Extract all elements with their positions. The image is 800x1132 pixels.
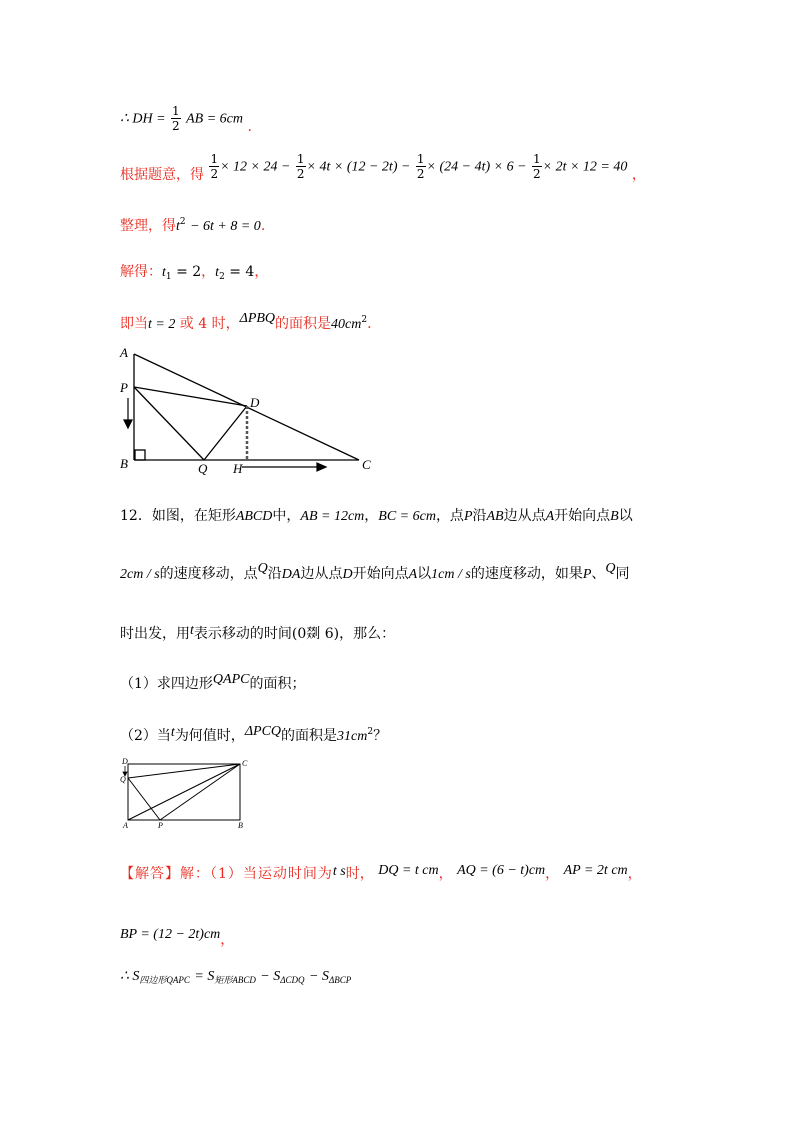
segment-qd <box>204 406 247 460</box>
right-angle-mark <box>135 450 145 460</box>
label-Q: Q <box>120 775 126 784</box>
label-A: A <box>120 345 128 360</box>
p12-bc-length: BC = 6cm <box>378 509 436 524</box>
triangle-figure <box>112 340 382 480</box>
setup-term-2: × 4t × (12 − 2t) − <box>306 159 411 175</box>
p12-l3-b: 表示移动的时间 <box>193 626 292 642</box>
p12-l1-e: 沿 <box>472 508 487 524</box>
question-1 <box>120 674 305 695</box>
q2-mid: 为何值时， <box>174 728 245 744</box>
label-P: P <box>158 821 163 830</box>
p12-l2-a: 的速度移动，点 <box>159 566 258 582</box>
setup-term-4: × 2t × 12 = 40 <box>542 159 628 175</box>
setup-fraction-1 <box>209 152 219 181</box>
area-sub-quad: 四边形QAPC <box>139 975 190 985</box>
solve-end: ， <box>254 264 269 280</box>
frac-denominator: 2 <box>296 167 305 181</box>
conclusion-area-text: 的面积是 <box>275 316 332 332</box>
answer-when: 时， <box>345 866 374 882</box>
segment-pq <box>134 387 204 460</box>
p12-l2-c: 边从点 <box>300 566 343 582</box>
frac-numerator: 1 <box>172 104 180 118</box>
p12-l1-g: 开始向点 <box>554 508 611 524</box>
q2-end: ？ <box>373 728 388 744</box>
answer-sep-3: ， <box>627 866 642 882</box>
p12-side-da: DA <box>281 567 301 582</box>
area-sub-cdq: ΔCDQ <box>280 975 305 985</box>
p12-l1-c: ， <box>364 508 379 524</box>
area-sub-bcp: ΔBCP <box>328 975 352 985</box>
q2-area-value: 31cm <box>337 729 368 744</box>
answer-bp: BP = (12 − 2t)cm <box>120 927 221 942</box>
simplify-exponent: 2 <box>179 217 186 227</box>
p12-l2-g: 的速度移动，如果 <box>470 566 583 582</box>
p12-point-q: Q <box>257 561 268 576</box>
setup-term-3: × (24 − 4t) × 6 − <box>426 159 527 175</box>
conclusion-dot: . <box>367 316 372 332</box>
setup-fraction-4 <box>532 152 542 181</box>
conclusion-t: t = 2 <box>148 317 176 332</box>
label-B: B <box>238 821 243 830</box>
p12-point-d: D <box>342 567 353 582</box>
dh-dot: . <box>247 118 252 135</box>
p12-point-a: A <box>545 509 555 524</box>
p12-l1-a: 12．如图，在矩形 <box>120 508 236 524</box>
answer-line-1 <box>120 864 642 885</box>
p12-point-p: P <box>463 509 473 524</box>
conclusion-area-value: 40cm <box>331 317 362 332</box>
solve-t1: t <box>162 265 166 280</box>
answer-ap: AP = 2t cm <box>563 863 628 878</box>
p12-l2-h: 、 <box>591 566 606 582</box>
solve-line <box>120 262 268 287</box>
problem-12-line-3 <box>120 624 395 645</box>
simplify-label: 整理，得 <box>120 218 176 234</box>
setup-term-1: × 12 × 24 − <box>220 159 291 175</box>
p12-l1-b: 中， <box>272 508 301 524</box>
frac-numerator: 1 <box>533 152 541 166</box>
area-sub-rect: 矩形ABCD <box>214 975 256 985</box>
setup-equation-line <box>120 152 646 181</box>
frac-denominator: 2 <box>533 167 541 181</box>
answer-area-line <box>120 966 351 990</box>
segment-ac <box>128 764 240 820</box>
arrow-down-head <box>124 420 132 428</box>
label-B: B <box>120 456 128 471</box>
simplify-dot: . <box>260 218 266 234</box>
q1-shape: QAPC <box>212 672 250 687</box>
answer-sep-1: ， <box>438 866 453 882</box>
solve-t2: t <box>215 265 220 280</box>
solve-t1-val: = 2 <box>176 264 202 280</box>
p12-l1-f: 边从点 <box>503 508 546 524</box>
q2-text: （2）当 <box>120 728 171 744</box>
rectangle-figure <box>118 756 252 830</box>
area-minus-2: − S <box>308 969 329 984</box>
p12-point-b: B <box>610 509 619 524</box>
conclusion-area-exponent: 2 <box>361 315 368 325</box>
p12-l1-d: ，点 <box>435 508 464 524</box>
frac-numerator: 1 <box>296 152 305 166</box>
frac-denominator: 2 <box>416 167 425 181</box>
label-C: C <box>242 759 248 768</box>
label-C: C <box>362 457 371 472</box>
p12-point-a-2: A <box>408 567 418 582</box>
answer-tag: 【解答】解：（1）当运动时间为 <box>120 866 333 882</box>
p12-l3-a: 时出发，用 <box>120 626 190 642</box>
area-minus-1: − S <box>260 969 281 984</box>
setup-comma: ， <box>631 166 646 183</box>
setup-fraction-3 <box>416 152 426 181</box>
p12-side-ab: AB <box>486 509 504 524</box>
label-H: H <box>233 461 243 476</box>
answer-t-s: t s <box>332 864 346 879</box>
p12-time-range: (0剟 6) <box>291 626 340 642</box>
problem-12-line-1 <box>120 506 633 527</box>
solve-sep: ， <box>201 264 216 280</box>
conclusion-mid: 或 4 时， <box>179 316 240 332</box>
setup-label: 根据题意，得 <box>120 166 204 183</box>
simplify-t: t <box>176 219 180 234</box>
simplify-rest: − 6t + 8 = 0 <box>190 219 261 234</box>
p12-l2-i: 同 <box>615 566 630 582</box>
answer-aq: AQ = (6 − t)cm <box>457 863 546 878</box>
dh-fraction <box>171 104 181 133</box>
q1-text: （1）求四边形 <box>120 676 213 692</box>
conclusion-triangle: ΔPBQ <box>239 311 276 326</box>
label-A: A <box>123 821 128 830</box>
setup-fraction-2 <box>296 152 306 181</box>
q1-end: 的面积； <box>249 676 306 692</box>
q2-area-exponent: 2 <box>367 727 374 737</box>
p12-point-q-2: Q <box>605 561 616 576</box>
frac-numerator: 1 <box>210 152 219 166</box>
segment-qp <box>128 778 160 820</box>
q2-area-text: 的面积是 <box>281 728 338 744</box>
label-D: D <box>250 395 260 410</box>
label-Q: Q <box>198 461 208 476</box>
p12-speed-1: 2cm / s <box>120 567 160 582</box>
dh-equation-line <box>120 104 252 133</box>
p12-l3-c: ，那么： <box>339 626 396 642</box>
p12-l2-f: 以 <box>417 566 432 582</box>
q2-var-t: t <box>170 725 175 740</box>
conclusion-prefix: 即当 <box>120 316 148 332</box>
frac-denominator: 2 <box>210 167 219 181</box>
p12-point-p-2: P <box>582 567 592 582</box>
solve-t1-sub: 1 <box>165 272 172 282</box>
answer-dq: DQ = t cm <box>378 863 439 878</box>
problem-12-line-2 <box>120 561 630 585</box>
frac-denominator: 2 <box>172 119 180 133</box>
p12-speed-2: 1cm / s <box>431 567 471 582</box>
area-eq: = S <box>194 969 215 984</box>
q2-triangle: ΔPCQ <box>244 724 282 739</box>
answer-sep-2: ， <box>545 866 560 882</box>
dh-prefix: ∴ DH = <box>120 111 166 127</box>
p12-l2-e: 开始向点 <box>352 566 409 582</box>
p12-l1-h: 以 <box>618 508 633 524</box>
segment-pd <box>134 387 247 406</box>
label-D: D <box>122 757 128 766</box>
question-2 <box>120 722 387 747</box>
solve-t2-val: = 4 <box>229 264 255 280</box>
solve-label: 解得： <box>120 264 162 280</box>
answer-line-2 <box>120 924 235 948</box>
area-prefix: ∴ S <box>120 969 140 984</box>
arrow-right-head <box>317 463 326 471</box>
answer-bp-end: ， <box>220 932 235 948</box>
p12-rect-name: ABCD <box>235 509 273 524</box>
solve-t2-sub: 2 <box>219 272 225 282</box>
p12-l2-b: 沿 <box>267 566 282 582</box>
simplify-line <box>120 212 265 237</box>
conclusion-line <box>120 310 372 335</box>
p12-ab-length: AB = 12cm <box>300 509 365 524</box>
dh-suffix: AB = 6cm <box>186 111 243 127</box>
p12-var-t: t <box>190 623 194 638</box>
frac-numerator: 1 <box>416 152 425 166</box>
label-P: P <box>120 380 128 395</box>
